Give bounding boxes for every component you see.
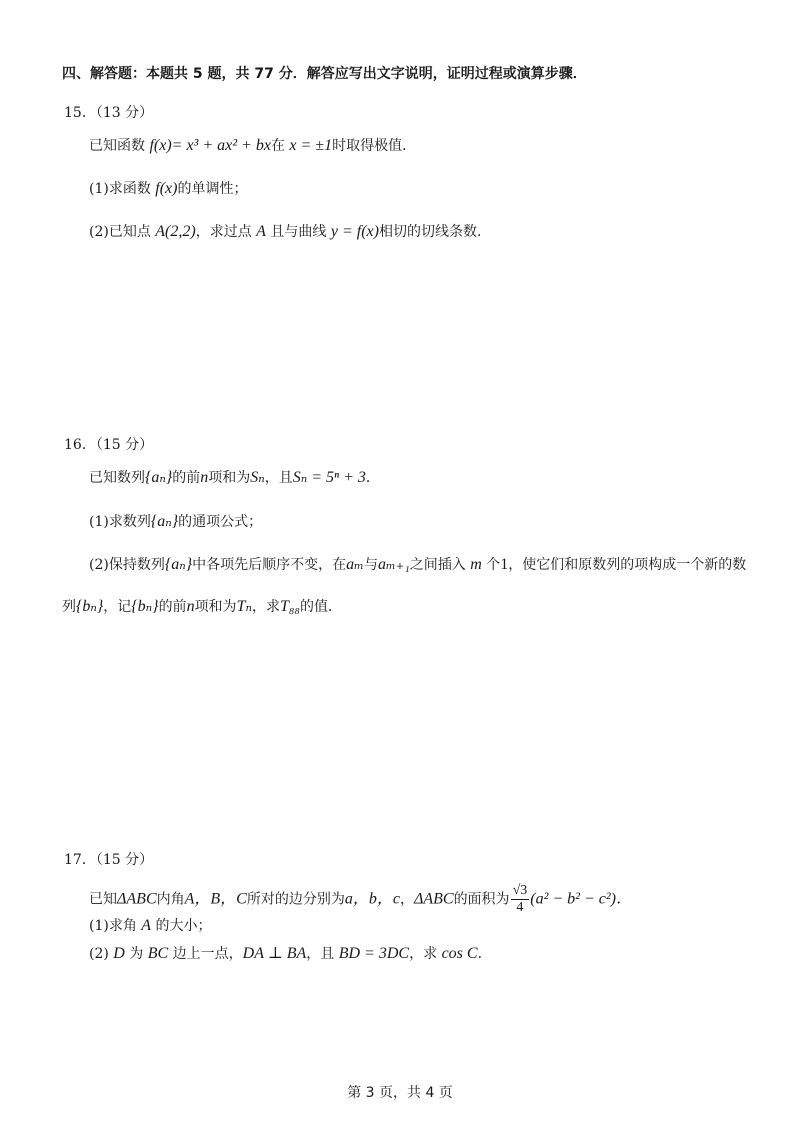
q15-part1: (1)求函数 f(x)的单调性；	[89, 180, 248, 197]
math-sum-formula: Sₙ = 5ⁿ + 3	[292, 469, 366, 486]
math-area-expr: (a² − b² − c²)．	[530, 890, 632, 908]
q17-part1: (1)求角 A 的大小；	[89, 917, 212, 934]
q17-part2: (2) D 为 BC 边上一点，DA ⊥ BA，且 BD = 3DC，求 cos C．	[89, 945, 492, 962]
page-footer: 第 3 页，共 4 页	[347, 1085, 453, 1101]
math-x-value: x = ±1	[289, 137, 333, 154]
q16-part2-line1: (2)保持数列{aₙ}中各项先后顺序不变，在aₘ与aₘ₊₁之间插入 m 个1，使它们和原数列的项构成一个新的数	[89, 556, 747, 573]
math-curve: y = f(x)	[330, 223, 379, 240]
q17-number: 17．（15 分）	[64, 852, 154, 868]
q16-number: 16．（15 分）	[64, 437, 154, 453]
math-point-a: A(2,2)	[155, 223, 196, 240]
math-fraction: $\frac{√3}{4}$	[512, 883, 528, 915]
q16-intro: 已知数列{aₙ}的前n项和为Sₙ，且Sₙ = 5ⁿ + 3．	[89, 469, 380, 486]
math-perpendicular: DA ⊥ BA	[242, 945, 307, 962]
math-fx: f(x)	[149, 137, 172, 154]
q15-number: 15．（13 分）	[64, 105, 154, 121]
math-seq-b: {bₙ}	[76, 598, 104, 615]
q17-intro: 已知ΔABC内角A，B，C所对的边分别为a，b，c，ΔABC的面积为 $\frac{√3}{4}$ (a² − b² − c²)．	[89, 883, 632, 915]
q16-part2-line2: 列{bₙ}，记{bₙ}的前n项和为Tₙ，求T₈₈的值．	[62, 598, 342, 615]
math-seq-a: {aₙ}	[145, 469, 173, 486]
math-triangle: ΔABC	[117, 890, 157, 908]
section-title: 四、解答题：本题共 5 题，共 77 分．解答应写出文字说明，证明过程或演算步骤．	[62, 66, 587, 82]
math-fx-expr: = x³ + ax² + bx	[171, 137, 271, 154]
q15-part2: (2)已知点 A(2,2)，求过点 A 且与曲线 y = f(x)相切的切线条数．	[89, 223, 491, 240]
q16-part1: (1)求数列{aₙ}的通项公式；	[89, 513, 263, 530]
q15-intro: 已知函数 f(x)= x³ + ax² + bx在 x = ±1时取得极值．	[89, 137, 417, 154]
